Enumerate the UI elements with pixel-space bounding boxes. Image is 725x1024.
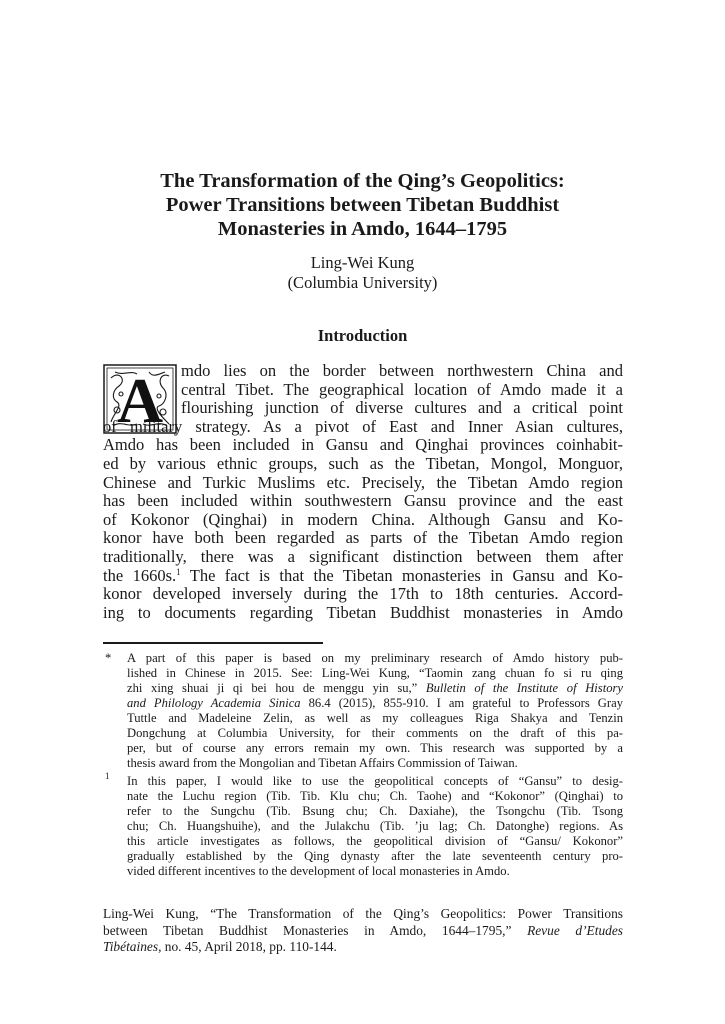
body-line: ed by various ethnic groups, such as the Tibetan, Mongol, Monguor, <box>103 453 623 473</box>
footnote-line: this article investigates as follows, the geopolitical division of “Gansu/ Kokonor” <box>127 834 623 848</box>
footnote-line <box>127 696 623 711</box>
article-title <box>100 169 625 241</box>
body-line: of military strategy. As a pivot of East and Inner Asian cultures, <box>103 416 623 436</box>
body-line: ing to documents regarding Tibetan Buddhist monasteries in Amdo <box>103 602 623 622</box>
footnote-1 <box>103 771 623 879</box>
author-name: Ling-Wei Kung <box>310 253 415 272</box>
footnote-star <box>103 651 623 771</box>
journal-title: Tibétaines <box>103 939 159 954</box>
journal-name: and Philology Academia Sinica <box>127 696 301 710</box>
body-line: konor have both been regarded as parts of the Tibetan Amdo region <box>103 528 623 548</box>
body-line: flourishing junction of diverse cultures and a critical point <box>181 398 623 418</box>
citation-text-fragment: between Tibetan Buddhist Monasteries in Amdo, 1644–1795,” <box>103 922 528 938</box>
footnote-line <box>127 681 623 696</box>
body-line: mdo lies on the border between northwestern China and <box>181 361 623 380</box>
footnote-divider <box>103 642 323 644</box>
footnote-line: In this paper, I would like to use the geopolitical concepts of “Gansu” to desig- <box>127 774 623 788</box>
footnote-line: refer to the Sungchu (Tib. Bsung chu; Ch. Daxiahe), the Tsongchu (Tib. Tsong <box>127 804 623 818</box>
footnote-line: Tuttle and Madeleine Zelin, as well as my colleagues Riga Shakya and Tenzin <box>127 711 623 725</box>
dropcap-letter: A <box>116 365 164 434</box>
citation-line <box>103 939 623 956</box>
author-affiliation: (Columbia University) <box>287 273 438 292</box>
footnote-number: 1 <box>105 771 110 781</box>
body-line: has been included within southwestern Gansu province and the east <box>103 491 623 511</box>
journal-name: Bulletin of the Institute of History <box>425 681 623 695</box>
title-line-3: Monasteries in Amdo, 1644–1795 <box>217 218 508 240</box>
footnote-line: chu; Ch. Huangshuihe), and the Julakchu (Tib. ’ju lag; Ch. Datonghe) regions. As <box>127 819 623 833</box>
footnote-line: per, but of course any errors remain my own. This research was supported by a <box>127 741 623 755</box>
author-block <box>100 253 625 293</box>
body-line: konor developed inversely during the 17th to 18th centuries. Accord- <box>103 584 623 604</box>
body-text-fragment: the 1660s. <box>103 565 177 585</box>
citation-text-fragment: , no. 45, April 2018, pp. 110-144. <box>158 939 337 954</box>
footnote-text-fragment: zhi xing shuai ji qi bei hou de menggu yin su,” <box>127 681 426 695</box>
introduction-paragraph <box>103 362 623 622</box>
body-line: central Tibet. The geographical location of Amdo made it a <box>181 379 623 399</box>
citation-block <box>103 906 623 956</box>
footnote-line: nate the Luchu region (Tib. Tib. Klu chu; Ch. Taohe) and “Kokonor” (Qinghai) to <box>127 789 623 803</box>
footnote-line: thesis award from the Mongolian and Tibetan Affairs Commission of Taiwan. <box>127 756 518 770</box>
footnote-line: A part of this paper is based on my preliminary research of Amdo history pub- <box>127 651 623 665</box>
body-line: traditionally, there was a significant distinction between them after <box>103 546 623 566</box>
title-line-2: Power Transitions between Tibetan Buddhist <box>165 194 560 216</box>
body-line: Chinese and Turkic Muslims etc. Precisely, the Tibetan Amdo region <box>103 472 623 492</box>
footnote-mark: * <box>105 651 112 665</box>
citation-line: Ling-Wei Kung, “The Transformation of the Qing’s Geopolitics: Power Transitions <box>103 906 623 921</box>
body-text-fragment: The fact is that the Tibetan monasteries in Gansu and Ko- <box>180 565 623 585</box>
footnote-line: vided different incentives to the development of local monasteries in Amdo. <box>127 864 510 878</box>
title-line-1: The Transformation of the Qing’s Geopolitics: <box>160 170 565 192</box>
footnote-line: Dongchung at Columbia University, for their comments on the draft of this pa- <box>127 726 623 740</box>
footnote-text-fragment: 86.4 (2015), 855-910. I am grateful to Professors Gray <box>300 696 623 710</box>
section-heading: Introduction <box>317 326 408 345</box>
body-line <box>103 567 623 586</box>
journal-title: Revue d’Etudes <box>527 922 623 938</box>
footnote-mark <box>105 771 110 789</box>
body-line: of Kokonor (Qinghai) in modern China. Although Gansu and Ko- <box>103 509 623 529</box>
footnote-reference-1[interactable]: 1 <box>176 566 181 577</box>
footnote-line: lished in Chinese in 2015. See: Ling-Wei Kung, “Taomin zang chuan fo si ru qing <box>127 666 623 680</box>
footnote-line: gradually established by the Qing dynasty after the late seventeenth century pro- <box>127 849 623 863</box>
footnotes <box>103 651 623 879</box>
body-line: Amdo has been included in Gansu and Qinghai provinces coinhabit- <box>103 435 623 455</box>
citation-line <box>103 923 623 940</box>
